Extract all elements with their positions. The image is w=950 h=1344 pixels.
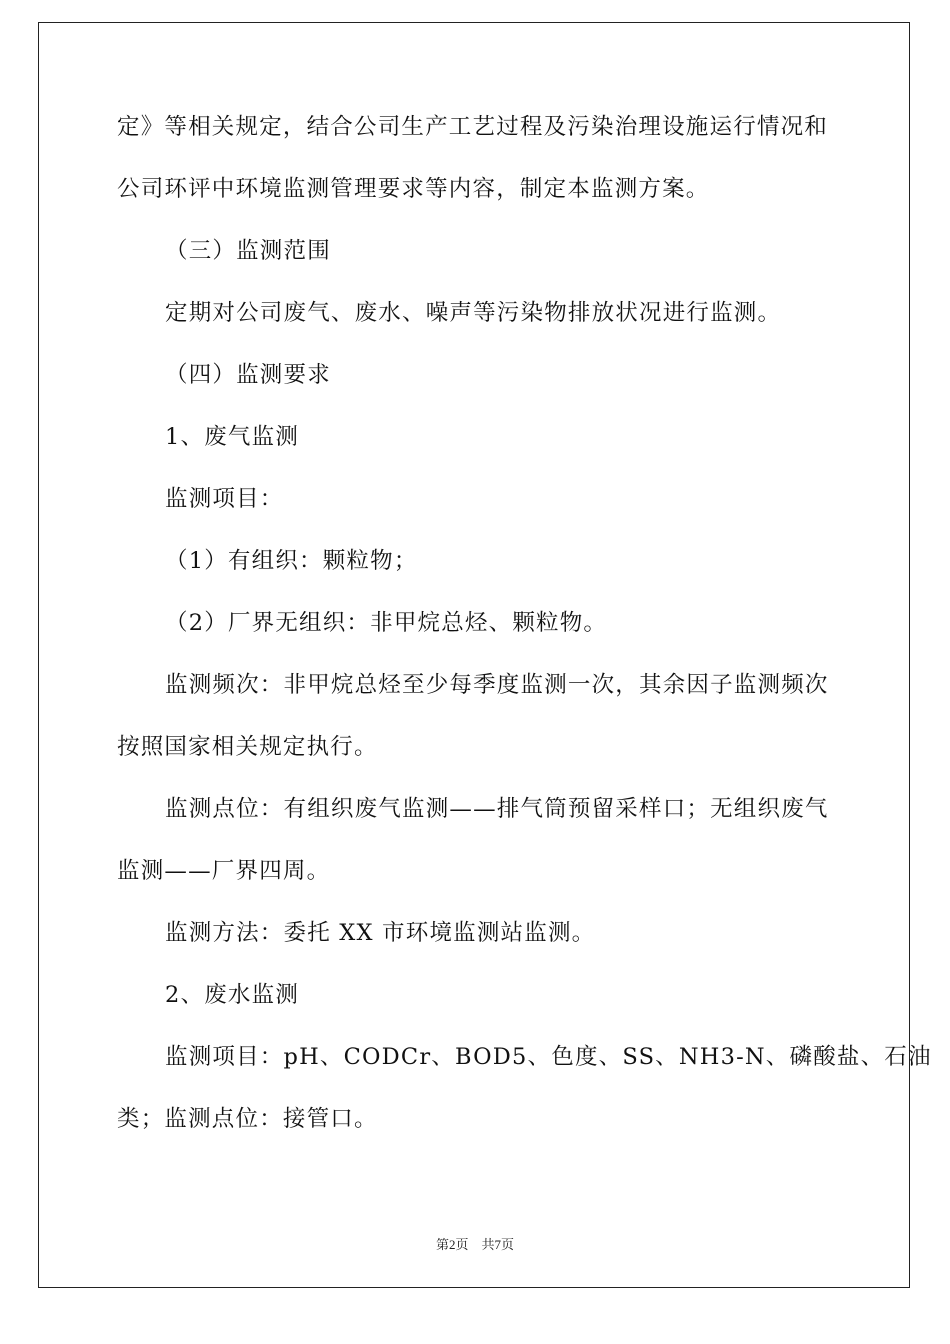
page-border (38, 22, 910, 1288)
list-item: （2）厂界无组织：非甲烷总烃、颗粒物。 (165, 610, 608, 636)
paragraph-line: 定》等相关规定，结合公司生产工艺过程及污染治理设施运行情况和 (117, 114, 829, 140)
subsection-heading: 2、废水监测 (165, 982, 300, 1008)
paragraph-line: 定期对公司废气、废水、噪声等污染物排放状况进行监测。 (165, 300, 782, 326)
list-item: （1）有组织：颗粒物； (165, 548, 418, 574)
paragraph-line: 公司环评中环境监测管理要求等内容，制定本监测方案。 (117, 176, 710, 202)
paragraph-line: 监测点位：有组织废气监测——排气筒预留采样口；无组织废气 (165, 796, 829, 822)
paragraph-line: 监测——厂界四周。 (117, 858, 331, 884)
paragraph-line: 类；监测点位：接管口。 (117, 1106, 378, 1132)
section-heading: （四）监测要求 (165, 362, 331, 388)
paragraph-line: 监测方法：委托 XX 市环境监测站监测。 (165, 920, 596, 946)
paragraph-line: 监测项目： (165, 486, 284, 512)
section-heading: （三）监测范围 (165, 238, 331, 264)
page-number: 第2页 共7页 (435, 1237, 514, 1252)
paragraph-line: 监测项目：pH、CODCr、BOD5、色度、SS、NH3-N、磷酸盐、石油 (165, 1044, 932, 1070)
paragraph-line: 按照国家相关规定执行。 (117, 734, 378, 760)
subsection-heading: 1、废气监测 (165, 424, 300, 450)
paragraph-line: 监测频次：非甲烷总烃至少每季度监测一次，其余因子监测频次 (165, 672, 829, 698)
